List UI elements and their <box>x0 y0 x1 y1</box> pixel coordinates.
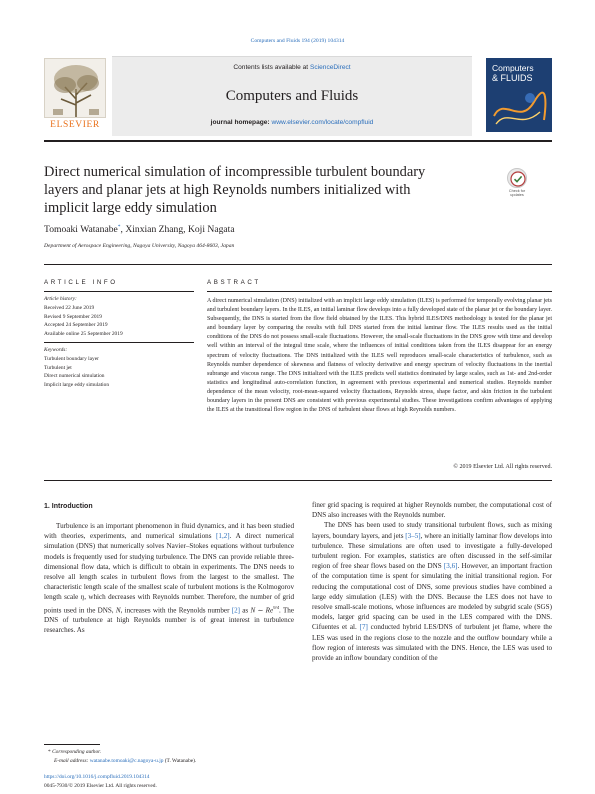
keyword-item: Direct numerical simulation <box>44 373 105 380</box>
header-divider <box>44 264 552 265</box>
body-text: The DNS has been used to study transitional turbulent flows, such as mixing layers, boundary layers, and jets <box>312 521 552 540</box>
journal-name[interactable]: Computers and Fluids <box>225 88 359 104</box>
publisher-name: ELSEVIER <box>50 120 100 130</box>
author-name[interactable]: Koji Nagata <box>187 224 235 236</box>
abstract-heading: ABSTRACT <box>207 279 261 286</box>
section-heading: 1. Introduction <box>44 503 93 510</box>
email-label: E-mail address: <box>54 758 90 764</box>
body-text: conducted hybrid LES/DNS of turbulent jet flame, where the LES was used in the regions close to the nozzle and the outflow boundary while a flow region of interests was simulated with the DNS. Hence, the LES was used to provide an inflow boundary condition of the <box>312 623 552 663</box>
journal-cover[interactable] <box>486 58 552 132</box>
body-text: Turbulence is an important phenomenon in fluid dynamics, and it has been studied with theories, experiments, and numerical simulations <box>44 522 294 541</box>
math-symbol: η <box>80 593 85 602</box>
article-history <box>44 295 194 339</box>
footnote-corresponding <box>48 749 101 755</box>
journal-banner <box>112 56 472 136</box>
author-list <box>44 224 235 235</box>
homepage-line <box>112 119 472 126</box>
elsevier-tree-icon <box>44 58 106 118</box>
body-text: , increases with the Reynolds number <box>120 605 232 614</box>
math-exponent: 9/4 <box>273 604 280 610</box>
check-line1: Check for <box>508 189 526 193</box>
citation-link[interactable]: [3,6] <box>443 562 458 571</box>
body-text: , which decreases with Reynolds number. Therefore, the number of grid points used in the DNS, <box>44 593 294 614</box>
homepage-link[interactable]: www.elsevier.com/locate/compfluid <box>271 119 374 126</box>
article-info-divider <box>44 342 194 343</box>
body-text: , where an initially laminar flow develops into turbulence. These simulations are often used to investigate a fully-developed turbulent region. For examples, statistics are often discussed in the self-similar region of free shear flows based on the DNS <box>312 531 552 571</box>
footnote-email <box>54 758 196 764</box>
crossmark-check-icon <box>507 168 527 188</box>
affiliation: Department of Aerospace Engineering, Nagoya University, Nagoya 464-8603, Japan <box>44 243 235 249</box>
running-head[interactable]: Computers and Fluids 194 (2019) 104314 <box>250 38 345 44</box>
history-item: Available online 25 September 2019 <box>44 331 123 338</box>
cover-swirl-icon <box>490 86 548 130</box>
abstract-bottom-rule <box>44 480 552 481</box>
citation-link[interactable]: [1,2] <box>216 532 230 541</box>
author-name[interactable]: Xinxian Zhang <box>125 224 184 236</box>
contents-prefix: Contents lists available at <box>233 64 310 71</box>
journal-masthead <box>44 56 552 136</box>
body-right-column <box>312 500 552 663</box>
body-paragraph: finer grid spacing is required at higher Reynolds number, the computational cost of DNS also increases with the Reynolds number. <box>312 501 552 520</box>
footnote-rule <box>44 744 100 745</box>
check-line2: updates <box>510 193 524 198</box>
body-paragraph <box>44 521 294 636</box>
check-for-updates-text <box>504 189 530 198</box>
keyword-item: Turbulent boundary layer <box>44 355 99 362</box>
email-owner: (T. Watanabe). <box>163 758 197 764</box>
doi-link[interactable]: https://doi.org/10.1016/j.compfluid.2019.104314 <box>44 774 150 780</box>
sciencedirect-link[interactable]: ScienceDirect <box>309 64 351 71</box>
keywords-label: Keywords: <box>44 347 68 353</box>
body-text: . The DNS of turbulence at high Reynolds number is of great interest in turbulence researches. As <box>44 605 294 635</box>
keyword-item: Turbulent jet <box>44 364 72 371</box>
author-separator: , <box>183 224 188 236</box>
body-paragraph <box>312 520 552 663</box>
corresponding-author-mark[interactable]: * <box>117 224 121 230</box>
article-info-heading: ARTICLE INFO <box>44 279 118 286</box>
check-for-updates-badge[interactable] <box>504 168 530 200</box>
footnote-mark: * <box>48 749 51 755</box>
history-item: Revised 9 September 2019 <box>44 313 102 320</box>
body-left-column <box>44 521 294 636</box>
body-text: . However, an important fraction of the computation time is spent for simulating the initial transitional region. For reducing the computational cost of DNS, some previous studies have combined a large eddy simulation (LES) with the DNS. Because the LES does not have to resolve small-scale motions, whose influences are modeled by subgrid scale (SGS) models, larger grid spacing can be used in the LES compared with the DNS. Cifuentes et al. <box>312 562 552 632</box>
body-text: . A direct numerical simulation (DNS) that numerically solves Navier–Stokes equations without turbulence models is frequently used for studying turbulence. The DNS can provide reliable three-dimensional flow data, which is difficult to obtain in experiments. The DNS needs to resolve all length scales in turbulent flows from the largest to the smallest. The characteristic length scale of the smallest scale of turbulent motions is the Kolmogorov length scale <box>44 532 294 602</box>
citation-link[interactable]: [2] <box>231 605 240 614</box>
footnote-text: Corresponding author. <box>52 749 101 755</box>
keyword-item: Implicit large eddy simulation <box>44 382 110 389</box>
email-link[interactable]: watanabe.tomoaki@c.nagoya-u.jp <box>89 758 164 764</box>
keywords <box>44 346 194 390</box>
author-name[interactable]: Tomoaki Watanabe <box>44 224 118 236</box>
article-info-rule <box>44 291 194 292</box>
math-symbol: N <box>115 605 121 614</box>
history-item: Received 22 June 2019 <box>44 304 95 311</box>
citation-link[interactable]: [7] <box>359 623 368 632</box>
publisher-logo[interactable] <box>44 58 106 130</box>
abstract-rule <box>207 291 552 292</box>
article-title: Direct numerical simulation of incompressible turbulent boundary layers and planar jets at high Reynolds numbers initialized with implicit large eddy simulation <box>44 164 426 216</box>
issn-line: 0045-7930/© 2019 Elsevier Ltd. All rights reserved. <box>44 783 157 789</box>
contents-line <box>112 64 472 71</box>
homepage-label: journal homepage: <box>210 119 272 126</box>
cover-title-line2: & FLUIDS <box>492 73 533 83</box>
author-separator: , <box>120 224 126 236</box>
math-expression: N ∼ Re <box>250 605 274 614</box>
masthead-rule <box>44 140 552 142</box>
history-label: Article history: <box>44 296 77 302</box>
history-item: Accepted 24 September 2019 <box>44 322 108 329</box>
abstract-text: A direct numerical simulation (DNS) initialized with an implicit large eddy simulation (ILES) is performed for temporally evolving planar jets and turbulent boundary layers. In the ILES, an initial laminar flow develops into a fully developed state of the planar jet or the boundary layer. Subsequently, the DNS is started from the flow field obtained by the ILES. This hybrid ILES/DNS methodology is tested for the planar jet and boundary layer by comparing the results with full DNS started from the initial laminar flow. The ILES results used as the initial conditions of the DNS do not possess small-scale fluctuations. However, the small-scale fluctuations in the DNS grow with time and develop well within an interval of the integral time scale, where the influences of initial conditions taken from the ILES disappear for an energy spectrum of velocity fluctuations. The DNS initialized with the ILES well reproduces small-scale characteristics of turbulence, such as Reynolds number dependence of skewness and flatness of velocity derivative and energy spectrum of velocity fluctuations in the inertial subrange and viscous range. The DNS initialized with the ILES predicts well statistics dominated by large scales, such as 1st- and 2nd-order statistics and longitudinal auto-correlation function, in agreement with previous experimental and numerical studies. Reynolds number dependence of the mean velocity, root-mean-squared velocity fluctuations, Reynolds stress, shape factor, and skin friction in the turbulent boundary layers in the present DNS are consistent with previous experimental studies. These investigations confirm advantages of applying the ILES at the transitional flow region in the DNS of turbulent shear flows at high Reynolds numbers. <box>207 298 552 414</box>
body-text: as <box>240 605 251 614</box>
cover-title-line1: Computers <box>492 63 534 73</box>
abstract-copyright: © 2019 Elsevier Ltd. All rights reserved. <box>453 464 552 470</box>
citation-link[interactable]: [3–5] <box>405 531 421 540</box>
